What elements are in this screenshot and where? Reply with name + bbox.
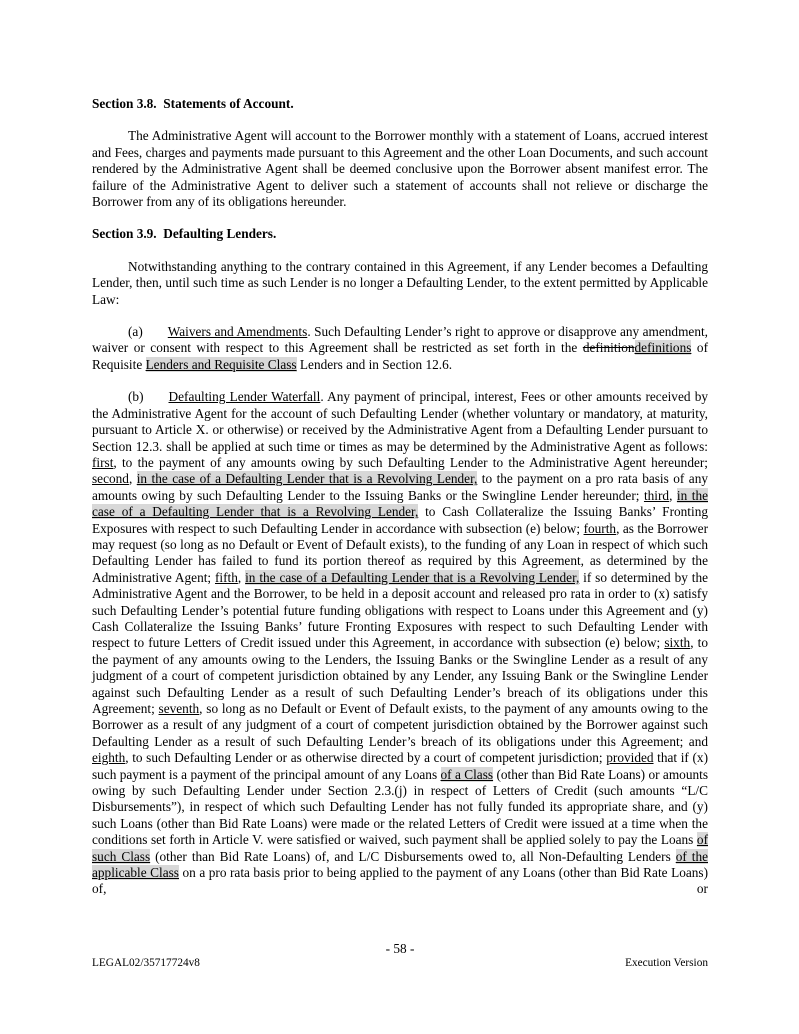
section-heading-3-8 <box>92 96 708 112</box>
text-segment: , <box>669 487 677 503</box>
text-segment: (a) <box>128 324 143 340</box>
document-id: LEGAL02/35717724v8 <box>92 957 200 969</box>
page-number: - 58 - <box>385 941 415 956</box>
inserted-text: of such Class <box>92 832 708 864</box>
text-segment: Notwithstanding anything to the contrary contained in this Agreement, if any Lender becomes a Defaulting Lender, then, until such time as such Lender is no longer a Defaulting Lender, to the extent permitted by Applicable Law: <box>92 258 708 307</box>
paragraph-statements-of-account <box>92 128 708 210</box>
inserted-text: in the case of a Defaulting Lender that is a Revolving Lender, <box>92 487 708 520</box>
text-segment: of Requisite <box>92 340 709 372</box>
text-segment: to Cash Collateralize the Issuing Banks’ Fronting Exposures with respect to such Defaulting Lender in accordance with subsection (e) below; <box>92 504 708 536</box>
text-segment: , so long as no Default or Event of Default exists, to the payment of any amounts owing to the Borrower as a result of any judgment of a court of competent jurisdiction obtained by the Borrower against such Defaulting Lender as a result of such Defaulting Lender’s breach of its obligations under this Agreement; and <box>92 701 708 749</box>
underlined-text: sixth <box>664 635 691 651</box>
version-label: Execution Version <box>625 957 708 969</box>
page-footer <box>92 942 708 970</box>
text-segment: (other than Bid Rate Loans) or amounts owing by such Defaulting Lender under Section 2.3.(j) in respect of Letters of Credit (such amounts “L/C Disbursements”), in respect of which such Defaulting Lender has not fully funded its appropriate share, and (y) such Loans (other than Bid Rate Loans) were made or the related Letters of Credit were issued at a time when the conditions set forth in Article V. were satisfied or waived, such payment shall be applied solely to pay the Loans <box>92 766 708 848</box>
subsection-a-waivers-and-amendments <box>92 324 708 373</box>
text-segment: (b) <box>128 389 144 405</box>
inserted-text: in the case of a Defaulting Lender that is a Revolving Lender, <box>245 569 580 585</box>
underlined-text: second <box>92 471 129 487</box>
underlined-text: Waivers and Amendments <box>167 324 308 340</box>
inserted-text: Lenders and Requisite Class <box>145 356 297 372</box>
text-segment: on a pro rata basis prior to being applied to the payment of any Loans (other than Bid Rate Loans) of, or <box>92 865 708 897</box>
inserted-text: in the case of a Defaulting Lender that is a Revolving Lender, <box>136 471 478 487</box>
inserted-text: of a Class <box>440 766 494 782</box>
text-segment: , to such Defaulting Lender or as otherwise directed by a court of competent jurisdiction; <box>125 750 607 766</box>
section-heading-3-9 <box>92 226 708 242</box>
underlined-text: first <box>92 454 114 470</box>
text-segment: Section 3.9. Defaulting Lenders. <box>92 226 277 242</box>
subsection-b-defaulting-lender-waterfall <box>92 389 708 898</box>
text-segment: , as the Borrower may request (so long as no Default or Event of Default exists), to the funding of any Loan in respect of which such Defaulting Lender has failed to fund its portion thereof as required by this Agreement, as determined by the Administrative Agent; <box>92 520 708 585</box>
underlined-text: eighth <box>92 750 126 766</box>
underlined-text: third <box>643 487 670 503</box>
text-segment: if so determined by the Administrative Agent and the Borrower, to be held in a deposit account and released pro rata in order to (x) satisfy such Defaulting Lender’s potential future funding obligations with respect to Loans under this Agreement and (y) Cash Collateralize the Issuing Banks’ future Fronting Exposures with respect to such Defaulting Lender with respect to future Letters of Credit issued under this Agreement, in accordance with subsection (e) below; <box>92 569 708 651</box>
text-segment: , <box>128 471 137 487</box>
paragraph-defaulting-lenders-intro <box>92 259 708 308</box>
underlined-text: fifth <box>214 569 238 585</box>
underlined-text: provided <box>606 750 654 766</box>
text-segment: Section 3.8. Statements of Account. <box>92 96 294 111</box>
text-segment: Lenders and in Section 12.6. <box>296 356 453 372</box>
text-segment: that if (x) such payment is a payment of the principal amount of any Loans <box>92 750 709 782</box>
text-segment: (other than Bid Rate Loans) of, and L/C Disbursements owed to, all Non-Defaulting Lenders <box>150 848 676 864</box>
inserted-text: of the applicable Class <box>92 848 708 881</box>
underlined-text: fourth <box>583 520 617 536</box>
text-segment: The Administrative Agent will account to the Borrower monthly with a statement of Loans, accrued interest and Fees, charges and payments made pursuant to this Agreement and the other Loan Documents, and such account rendered by the Administrative Agent shall be deemed conclusive upon the Borrower absent manifest error. The failure of the Administrative Agent to deliver such a statement of accounts shall not relieve or discharge the Borrower from any of its obligations hereunder. <box>92 128 708 210</box>
inserted-text: definitions <box>634 340 692 356</box>
deleted-text: definition <box>582 340 635 356</box>
text-segment: , <box>237 569 246 585</box>
underlined-text: Defaulting Lender Waterfall <box>168 389 321 405</box>
text-segment: . Any payment of principal, interest, Fees or other amounts received by the Administrative Agent for the account of such Defaulting Lender (whether voluntary or mandatory, at maturity, pursuant to Article X. or otherwise) or received by the Administrative Agent from a Defaulting Lender pursuant to Section 12.3. shall be applied at such time or times as may be determined by the Administrative Agent as follows: <box>92 389 708 454</box>
underlined-text: seventh <box>158 701 200 716</box>
text-segment: , to the payment of any amounts owing to the Lenders, the Issuing Banks or the Swingline Lender as a result of any judgment of a court of competent jurisdiction obtained by any Lender, any Issuing Bank or the Swingline Lender against such Defaulting Lender as a result of such Defaulting Lender’s breach of its obligations under this Agreement; <box>92 635 708 716</box>
text-segment: to the payment on a pro rata basis of any amounts owing by such Defaulting Lender to the Issuing Banks or the Swingline Lender hereunder; <box>92 471 708 503</box>
text-segment: , to the payment of any amounts owing by such Defaulting Lender to the Administrative Agent hereunder; <box>113 454 708 470</box>
text-segment: . Such Defaulting Lender’s right to approve or disapprove any amendment, waiver or consent with respect to this Agreement shall be restricted as set forth in the <box>92 324 708 356</box>
document-content <box>92 96 708 914</box>
